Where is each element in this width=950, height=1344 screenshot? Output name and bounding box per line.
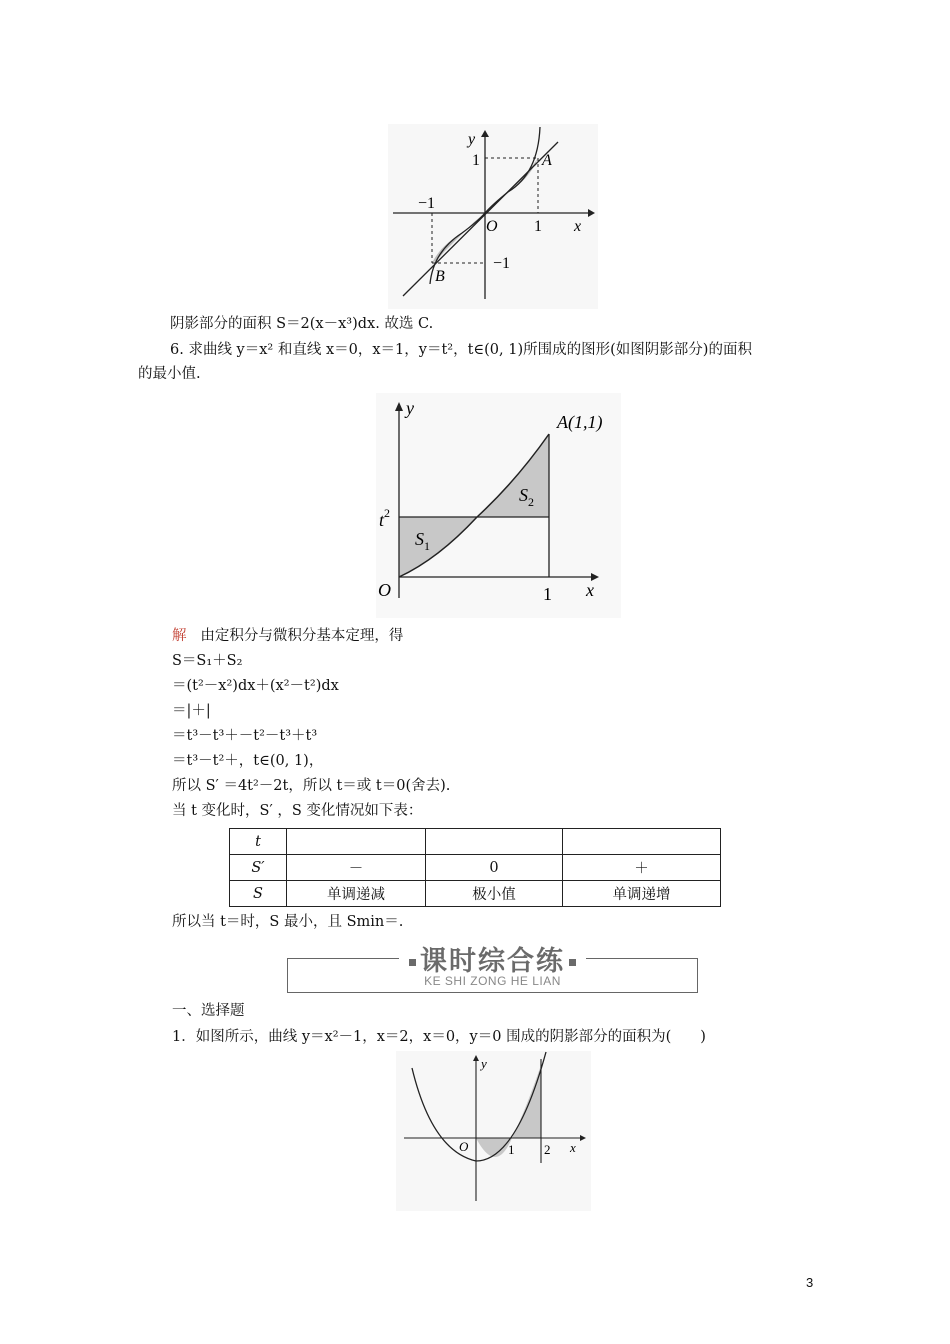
equation-1: S＝S₁＋S₂: [172, 653, 243, 669]
tick-x-2: 2: [544, 1142, 551, 1157]
banner-title: 课时综合练: [420, 946, 565, 977]
figure-1-graph: [388, 124, 598, 309]
figure-2-graph: [376, 393, 621, 618]
axis-y-label: y: [481, 1056, 487, 1071]
axis-x-label: x: [570, 1140, 576, 1155]
solution-intro-text: 由定积分与微积分基本定理，得: [200, 628, 404, 644]
variation-table: [229, 828, 721, 907]
derivative-line: 所以 S′ ＝4t²－2t，所以 t＝或 t＝0(舍去).: [172, 778, 451, 794]
region-s1-label: $S_1$: [415, 529, 430, 553]
equation-5: ＝t³－t²＋，t∈(0, 1)，: [172, 753, 324, 769]
tick-x-1: 1: [534, 218, 542, 235]
point-a-label: A(1,1): [557, 412, 603, 432]
square-icon: [409, 959, 416, 966]
solution-intro: [172, 626, 403, 646]
figure-3-graph: [396, 1051, 591, 1211]
table-intro: 当 t 变化时，S′ ，S 变化情况如下表：: [172, 803, 423, 819]
equation-2: ＝(t²－x²)dx＋(x²－t²)dx: [172, 678, 339, 694]
table-row: S′ － 0 ＋: [230, 855, 721, 881]
question-1: 1．如图所示，曲线 y＝x²－1，x＝2，x＝0，y＝0 围成的阴影部分的面积为( ): [172, 1029, 706, 1045]
tick-x-1: 1: [543, 584, 552, 604]
solution-label: 解: [172, 628, 187, 644]
equation-3: ＝|＋|: [172, 703, 211, 719]
equation-4: ＝t³－t³＋－t²－t³＋t³: [172, 728, 318, 744]
tick-y-1: 1: [472, 152, 480, 169]
section-banner: [287, 946, 698, 993]
origin-label: O: [486, 218, 498, 235]
section-heading: 一、选择题: [172, 1003, 245, 1019]
problem-6-line1: 6. 求曲线 y＝x² 和直线 x＝0，x＝1，y＝t²，t∈(0, 1)所围成的图形(如图阴影部分)的面积: [170, 342, 752, 358]
banner-subtitle: KE SHI ZONG HE LIAN: [424, 974, 561, 988]
origin-label: O: [378, 580, 391, 600]
tick-x-neg1: −1: [418, 195, 436, 212]
square-icon: [569, 959, 576, 966]
axis-x-label: x: [586, 580, 594, 600]
region-s2-label: $S_2$: [519, 485, 534, 509]
axis-y-label: y: [406, 398, 414, 418]
area-result-line: 阴影部分的面积 S＝2(x－x³)dx. 故选 C.: [170, 316, 434, 332]
problem-6-line2: 的最小值.: [138, 366, 201, 382]
table-row: t: [230, 829, 721, 855]
point-a-label: A: [542, 152, 552, 169]
tick-t2-label: $t^2$: [379, 506, 391, 530]
origin-label: O: [459, 1139, 469, 1154]
point-b-label: B: [435, 268, 445, 285]
axis-x-label: x: [574, 218, 582, 235]
tick-y-neg1: −1: [493, 255, 511, 272]
conclusion-line: 所以当 t＝时，S 最小，且 Smin＝.: [172, 914, 404, 930]
page-number: 3: [806, 1275, 814, 1290]
axis-y-label: y: [468, 131, 476, 148]
table-row: S 单调递减 极小值 单调递增: [230, 881, 721, 907]
tick-x-1: 1: [508, 1142, 515, 1157]
